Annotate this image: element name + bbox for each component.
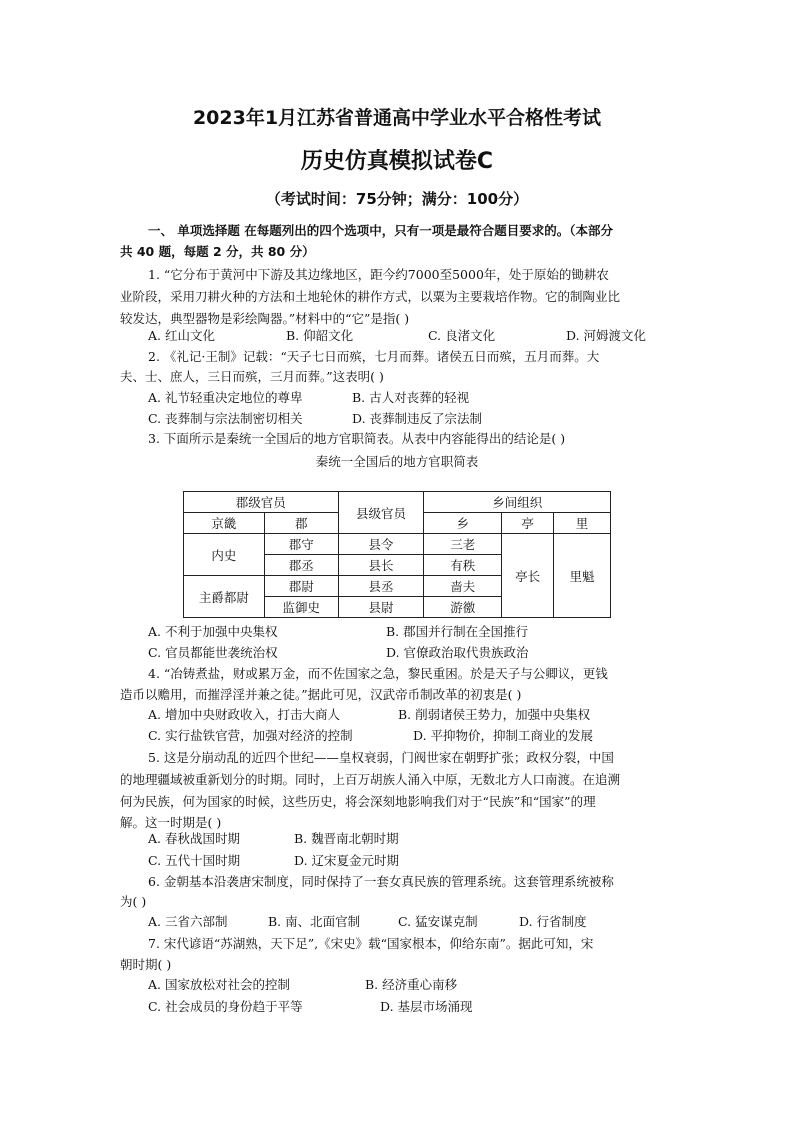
q5-option-b: B. 魏晋南北朝时期 [294, 831, 399, 846]
q6-option-c: C. 猛安谋克制 [398, 914, 478, 929]
header-ting: 亭 [502, 513, 554, 534]
q1-option-a: A. 红山文化 [148, 328, 215, 343]
q2-stem-line1: 2. 《礼记·王制》记载：“天子七日而殡，七月而葬。诸侯五日而殡，五月而葬。大 [148, 349, 600, 364]
q4-stem-line2: 造币以赡用，而摧浮淫并兼之徒。”据此可见，汉武帝币制改革的初衷是( ) [120, 687, 522, 702]
q5-option-a: A. 春秋战国时期 [148, 831, 240, 846]
header-jun-officials: 郡级官员 [184, 492, 339, 513]
header-county-officials: 县级官员 [338, 492, 424, 534]
q2-stem-line2: 夫、士、庶人，三日而殡，三月而葬。”这表明( ) [120, 369, 384, 384]
q7-option-c: C. 社会成员的身份趋于平等 [148, 999, 303, 1014]
cell-xianling: 县令 [338, 534, 424, 555]
q7-stem-line1: 7. 宋代谚语“苏湖熟，天下足”,《宋史》载“国家根本，仰给东南”。据此可知，宋 [148, 936, 594, 951]
q5-stem-line2: 的地理疆域被重新划分的时期。同时，上百万胡族人涌入中原，无数北方人口南渡。在追溯 [120, 772, 621, 787]
q7-stem-line2: 朝时期( ) [120, 957, 172, 972]
cell-xianwei: 县尉 [338, 597, 424, 618]
q3-option-c: C. 官员都能世袭统治权 [148, 645, 278, 660]
section-heading-line2: 共 40 题，每题 2 分，共 80 分） [120, 244, 315, 259]
q3-option-a: A. 不利于加强中央集权 [148, 624, 278, 639]
q2-option-b: B. 古人对丧葬的轻视 [352, 390, 470, 405]
q2-option-d: D. 丧葬制违反了宗法制 [352, 411, 483, 426]
cell-xiancheng: 县丞 [338, 576, 424, 597]
cell-zhujue: 主爵都尉 [184, 576, 265, 618]
q5-stem-line1: 5. 这是分崩动乱的近四个世纪——皇权衰弱，门阀世家在朝野扩张；政权分裂，中国 [148, 750, 614, 765]
q6-option-a: A. 三省六部制 [148, 914, 228, 929]
q2-option-c: C. 丧葬制与宗法制密切相关 [148, 411, 303, 426]
q1-stem-line2: 业阶段，采用刀耕火种的方法和土地轮休的耕作方式，以粟为主要栽培作物。它的制陶业比 [120, 289, 621, 304]
header-jun: 郡 [264, 513, 338, 534]
cell-xianzhang: 县长 [338, 555, 424, 576]
header-rural-org: 乡间组织 [424, 492, 611, 513]
q1-option-d: D. 河姆渡文化 [566, 328, 647, 343]
header-li: 里 [554, 513, 611, 534]
q6-stem-line1: 6. 金朝基本沿袭唐宋制度，同时保持了一套女真民族的管理系统。这套管理系统被称 [148, 874, 614, 889]
cell-junshou: 郡守 [264, 534, 338, 555]
cell-juncheng: 郡丞 [264, 555, 338, 576]
cell-youjiao: 游徼 [424, 597, 502, 618]
q6-stem-line2: 为( ) [120, 894, 147, 909]
cell-likui: 里魁 [554, 534, 611, 618]
q4-option-a: A. 增加中央财政收入，打击大商人 [148, 707, 340, 722]
q5-stem-line4: 解。这一时期是( ) [120, 815, 222, 830]
section-heading-line1: 一、 单项选择题 在每题列出的四个选项中，只有一项是最符合题目要求的。（本部分 [148, 223, 613, 238]
q3-option-d: D. 官僚政治取代贵族政治 [386, 645, 529, 660]
cell-junwei: 郡尉 [264, 576, 338, 597]
q6-option-d: D. 行省制度 [519, 914, 587, 929]
official-table [183, 491, 611, 618]
q5-option-d: D. 辽宋夏金元时期 [294, 853, 400, 868]
q1-stem-line3: 较发达，典型器物是彩绘陶器。”材料中的“它”是指( ) [120, 311, 410, 326]
q4-option-b: B. 削弱诸侯王势力，加强中央集权 [398, 707, 591, 722]
cell-sanlao: 三老 [424, 534, 502, 555]
q3-stem-line1: 3. 下面所示是秦统一全国后的地方官职简表。从表中内容能得出的结论是( ) [148, 431, 566, 446]
q5-option-c: C. 五代十国时期 [148, 853, 241, 868]
q7-option-d: D. 基层市场涌现 [380, 999, 473, 1014]
q1-option-c: C. 良渚文化 [428, 328, 496, 343]
q4-option-d: D. 平抑物价，抑制工商业的发展 [413, 728, 594, 743]
cell-tingzhang: 亭长 [502, 534, 554, 618]
cell-sefu: 啬夫 [424, 576, 502, 597]
q7-option-a: A. 国家放松对社会的控制 [148, 977, 290, 992]
q4-stem-line1: 4. “冶铸煮盐，财或累万金，而不佐国家之急，黎民重困。於是天子与公卿议，更钱 [148, 666, 608, 681]
cell-jianyushi: 监御史 [264, 597, 338, 618]
q3-option-b: B. 郡国并行制在全国推行 [386, 624, 529, 639]
header-jingji: 京畿 [184, 513, 265, 534]
q1-option-b: B. 仰韶文化 [286, 328, 354, 343]
cell-youzhi: 有秩 [424, 555, 502, 576]
q1-stem-line1: 1. “它分布于黄河中下游及其边缘地区，距今约7000至5000年，处于原始的锄耕农 [148, 267, 609, 282]
cell-neishi: 内史 [184, 534, 265, 576]
header-xiang: 乡 [424, 513, 502, 534]
exam-subtitle: 历史仿真模拟试卷C [300, 149, 494, 174]
q7-option-b: B. 经济重心南移 [365, 977, 458, 992]
q6-option-b: B. 南、北面官制 [268, 914, 361, 929]
exam-info: （考试时间：75分钟；满分：100分） [265, 190, 529, 208]
q4-option-c: C. 实行盐铁官营，加强对经济的控制 [148, 728, 353, 743]
q2-option-a: A. 礼节轻重决定地位的尊卑 [148, 390, 303, 405]
q5-stem-line3: 何为民族，何为国家的时候，这些历史，将会深刻地影响我们对于“民族”和“国家”的理 [120, 794, 596, 809]
table-caption: 秦统一全国后的地方官职简表 [315, 454, 479, 469]
exam-title: 2023年1月江苏省普通高中学业水平合格性考试 [192, 107, 602, 129]
